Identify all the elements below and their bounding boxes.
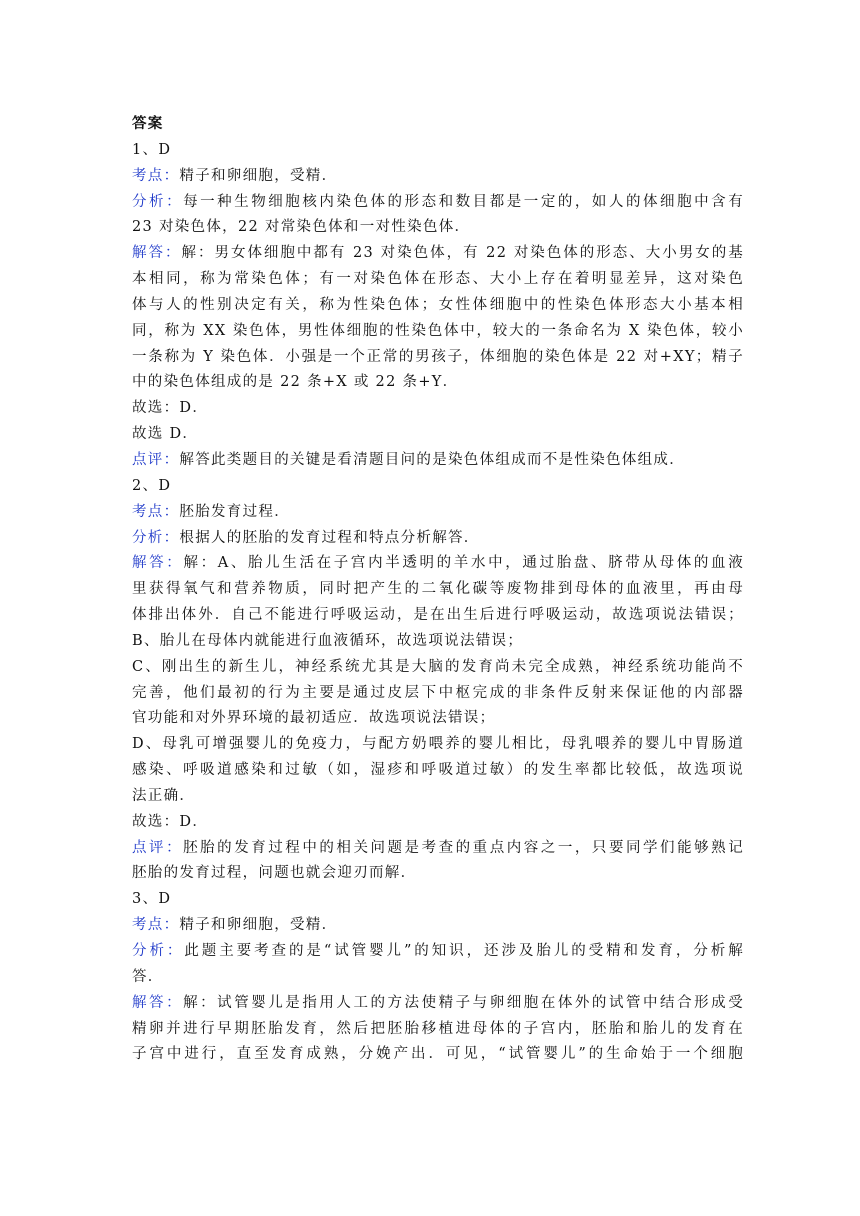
- text-line: [132, 396, 744, 422]
- line-text: 里获得氧气和营养物质，同时把产生的二氧化碳等废物排到母体的血液里，再由母: [132, 581, 744, 598]
- text-line: [132, 991, 744, 1017]
- section-label: 解答：: [132, 245, 182, 262]
- text-line: [132, 577, 744, 603]
- line-text: 法正确．: [132, 787, 196, 804]
- text-line: [132, 784, 744, 810]
- line-text: 胚胎发育过程．: [179, 503, 291, 520]
- line-text: 精子和卵细胞，受精．: [179, 917, 338, 934]
- line-text: 解答此类题目的关键是看清题目问的是染色体组成而不是性染色体组成．: [179, 451, 686, 468]
- text-line: [132, 629, 744, 655]
- text-line: [132, 267, 744, 293]
- text-line: [132, 500, 744, 526]
- line-text: B、胎儿在母体内就能进行血液循环，故选项说法错误；: [132, 632, 524, 649]
- text-line: [132, 370, 744, 396]
- text-line: [132, 732, 744, 758]
- text-line: [132, 655, 744, 681]
- line-text: 体与人的性别决定有关，称为性染色体；女性体细胞中的性染色体形态大小基本相: [132, 296, 744, 313]
- answer-body: [132, 138, 744, 1068]
- line-text: 官功能和对外界环境的最初适应．故选项说法错误；: [132, 710, 496, 727]
- text-line: [132, 1042, 744, 1068]
- section-label: 分析：: [132, 529, 180, 546]
- text-line: [132, 422, 744, 448]
- section-label: 解答：: [132, 555, 184, 572]
- text-line: [132, 887, 744, 913]
- text-line: [132, 241, 744, 267]
- line-text: 1、D: [132, 141, 172, 158]
- line-text: 根据人的胚胎的发育过程和特点分析解答．: [179, 529, 480, 546]
- text-line: [132, 939, 744, 965]
- line-text: 胚胎的发育过程中的相关问题是考查的重点内容之一，只要同学们能够熟记: [183, 839, 744, 856]
- text-line: [132, 345, 744, 371]
- text-line: [132, 190, 744, 216]
- text-line: [132, 965, 744, 991]
- text-line: [132, 293, 744, 319]
- line-text: 本相同，称为常染色体；有一对染色体在形态、大小上存在着明显差异，这对染色: [132, 271, 744, 288]
- line-text: 胚胎的发育过程，问题也就会迎刃而解．: [132, 865, 417, 882]
- line-text: D、母乳可增强婴儿的免疫力，与配方奶喂养的婴儿相比，母乳喂养的婴儿中胃肠道: [132, 736, 744, 753]
- text-line: [132, 474, 744, 500]
- section-label: 考点：: [132, 917, 180, 934]
- line-text: 中的染色体组成的是 22 条+X 或 22 条+Y．: [132, 374, 459, 391]
- line-text: 感染、呼吸道感染和过敏（如，湿疹和呼吸道过敏）的发生率都比较低，故选项说: [132, 762, 744, 779]
- line-text: 解：男女体细胞中都有 23 对染色体，有 22 对染色体的形态、大小男女的基: [181, 245, 744, 262]
- text-line: [132, 913, 744, 939]
- text-line: [132, 603, 744, 629]
- text-line: [132, 810, 744, 836]
- section-label: 解答：: [132, 994, 184, 1011]
- section-label: 分析：: [132, 943, 185, 959]
- line-text: 解：试管婴儿是指用人工的方法使精子与卵细胞在体外的试管中结合形成受: [183, 994, 744, 1011]
- line-text: 完善，他们最初的行为主要是通过皮层下中枢完成的非条件反射来保证他的内部器: [132, 684, 744, 701]
- line-text: 解：A、胎儿生活在子宫内半透明的羊水中，通过胎盘、脐带从母体的血液: [183, 555, 744, 572]
- text-line: [132, 836, 744, 862]
- text-line: [132, 526, 744, 552]
- text-line: [132, 448, 744, 474]
- line-text: 23 对染色体，22 对常染色体和一对性染色体．: [132, 219, 471, 236]
- section-label: 点评：: [132, 451, 180, 468]
- line-text: 精子和卵细胞，受精．: [179, 167, 338, 184]
- section-label: 点评：: [132, 839, 184, 856]
- line-text: 答．: [132, 968, 164, 985]
- text-line: [132, 319, 744, 345]
- line-text: 故选：D．: [132, 400, 209, 417]
- text-line: [132, 138, 744, 164]
- line-text: 同，称为 XX 染色体，男性体细胞的性染色体中，较大的一条命名为 X 染色体，较小: [132, 322, 744, 339]
- line-text: 精卵并进行早期胚胎发育，然后把胚胎移植进母体的子宫内，胚胎和胎儿的发育在: [132, 1020, 744, 1037]
- section-label: 分析：: [132, 193, 184, 210]
- line-text: C、刚出生的新生儿，神经系统尤其是大脑的发育尚未完全成熟，神经系统功能尚不: [132, 658, 744, 675]
- text-line: [132, 164, 744, 190]
- document-title: 答案: [132, 116, 164, 132]
- text-line: [132, 215, 744, 241]
- line-text: 每一种生物细胞核内染色体的形态和数目都是一定的，如人的体细胞中含有: [183, 193, 744, 210]
- line-text: 故选 D．: [132, 426, 199, 443]
- line-text: 一条称为 Y 染色体．小强是一个正常的男孩子，体细胞的染色体是 22 对+XY；精子: [132, 348, 744, 365]
- line-text: 2、D: [132, 477, 172, 494]
- line-text: 3、D: [132, 891, 172, 908]
- line-text: 体排出体外．自己不能进行呼吸运动，是在出生后进行呼吸运动，故选项说法错误；: [132, 607, 744, 624]
- line-text: 此题主要考查的是“试管婴儿”的知识，还涉及胎儿的受精和发育，分析解: [184, 943, 744, 959]
- text-line: [132, 1017, 744, 1043]
- text-line: [132, 758, 744, 784]
- text-line: [132, 706, 744, 732]
- text-line: [132, 861, 744, 887]
- text-line: [132, 681, 744, 707]
- text-line: [132, 551, 744, 577]
- section-label: 考点：: [132, 503, 180, 520]
- answer-page: [132, 112, 744, 1068]
- line-text: 子宫中进行，直至发育成熟，分娩产出．可见，“试管婴儿”的生命始于一个细胞: [132, 1046, 744, 1063]
- section-label: 考点：: [132, 167, 180, 184]
- line-text: 故选：D．: [132, 813, 209, 830]
